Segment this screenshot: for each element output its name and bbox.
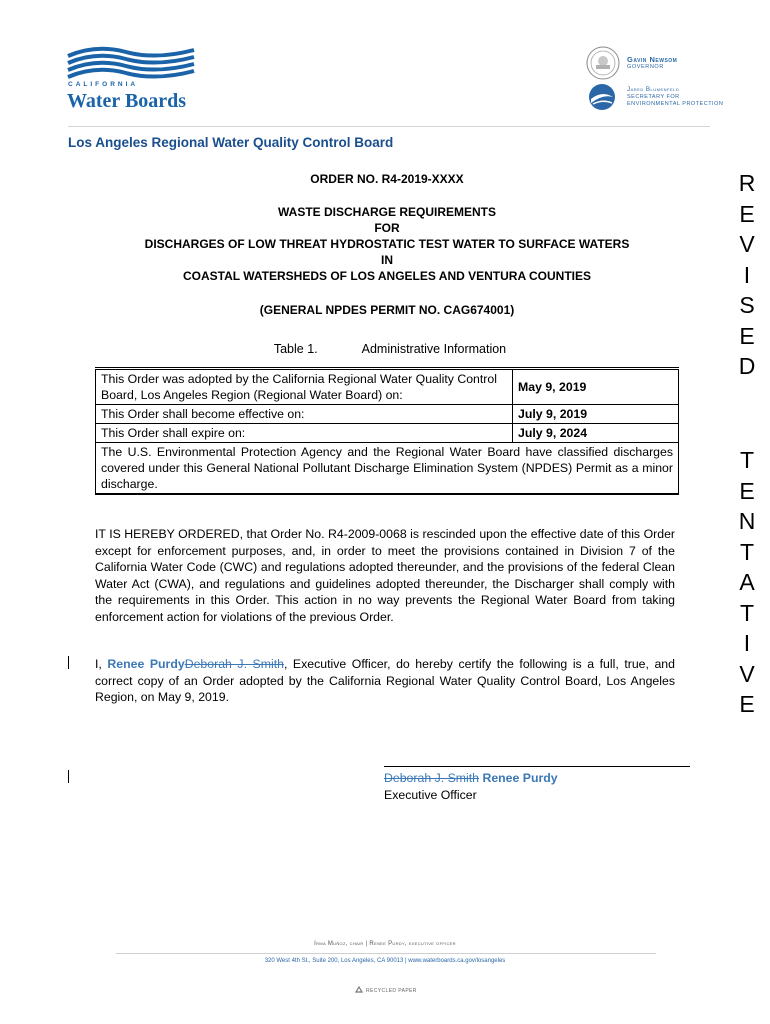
table-row bbox=[96, 405, 679, 424]
governor-name: Gavin Newsom bbox=[627, 55, 678, 64]
governor-title: GOVERNOR bbox=[627, 64, 664, 70]
signature-deleted-name: Deborah J. Smith bbox=[384, 771, 480, 785]
watermark-letter: D bbox=[738, 353, 756, 379]
signature-line bbox=[384, 766, 690, 767]
watermark-letter: T bbox=[739, 447, 755, 473]
deleted-name: Deborah J. Smith bbox=[184, 657, 284, 671]
footer-divider bbox=[116, 953, 656, 954]
certification-paragraph bbox=[95, 656, 675, 706]
watermark-letter: E bbox=[739, 691, 755, 717]
table-cell-value: July 9, 2019 bbox=[513, 405, 679, 424]
ordered-paragraph: IT IS HEREBY ORDERED, that Order No. R4-2009-0068 is rescinded upon the effective date of this Order except for enforcement purposes, and, in order to meet the provisions contained in Division 7 of the California Water Code (CWC) and regulations adopted thereunder, and the provisions of the federal Clean Water Act (CWA), and regulations and guidelines adopted thereunder, the Discharger shall comply with the requirements in this Order. This action in no way prevents the Regional Water Board from taking enforcement action for violations of the previous Order. bbox=[95, 527, 675, 624]
title-line-3: DISCHARGES OF LOW THREAT HYDROSTATIC TEST WATER TO SURFACE WATERS bbox=[144, 237, 630, 251]
table-row bbox=[96, 443, 679, 495]
table-row bbox=[96, 424, 679, 443]
table-row bbox=[96, 369, 679, 405]
title-line-4: IN bbox=[381, 253, 393, 267]
signature-title: Executive Officer bbox=[384, 788, 477, 802]
inserted-name: Renee Purdy bbox=[107, 657, 185, 671]
water-boards-logo-icon bbox=[66, 46, 196, 82]
logo-water-boards-text: Water Boards bbox=[67, 90, 187, 112]
watermark-letter: E bbox=[739, 200, 755, 227]
footer-officers: Irma Muñoz, chair | Renee Purdy, executive officer bbox=[314, 941, 456, 947]
board-name: Los Angeles Regional Water Quality Control Board bbox=[68, 135, 394, 150]
header-divider bbox=[68, 126, 710, 127]
change-bar bbox=[68, 770, 69, 783]
logo-california-text: CALIFORNIA bbox=[68, 81, 139, 88]
admin-info-table bbox=[95, 367, 679, 495]
cert-suffix: , Executive Officer, do hereby certify the following is a full, true, and correct copy of an Order adopted by the California Regional Water Quality Control Board, Los Angeles Region, on May 9, 2019. bbox=[95, 657, 675, 704]
signature-inserted-name: Renee Purdy bbox=[482, 771, 558, 785]
table-note: The U.S. Environmental Protection Agency and the Regional Water Board have classified discharges covered under this General National Pollutant Discharge Elimination System (NPDES) Permit as a minor discharge. bbox=[96, 443, 679, 495]
watermark-letter: E bbox=[739, 322, 755, 349]
watermark-letter: V bbox=[739, 660, 755, 687]
watermark-letter: I bbox=[743, 261, 751, 288]
title-line-1: WASTE DISCHARGE REQUIREMENTS bbox=[277, 205, 496, 219]
signature-name bbox=[384, 771, 558, 785]
cert-prefix: I, bbox=[95, 657, 108, 671]
table-caption-text: Administrative Information bbox=[361, 342, 507, 356]
table-caption bbox=[240, 342, 540, 356]
permit-number: (GENERAL NPDES PERMIT NO. CAG674001) bbox=[259, 303, 515, 317]
secretary-title-line-1: SECRETARY FOR bbox=[627, 94, 680, 100]
watermark-tentative bbox=[724, 445, 770, 720]
order-number: ORDER NO. R4-2019-XXXX bbox=[310, 172, 464, 186]
secretary-name: Jared Blumenfeld bbox=[627, 86, 680, 93]
table-cell-key: This Order shall expire on: bbox=[96, 424, 513, 443]
recycled-paper-text: RECYCLED PAPER bbox=[366, 988, 417, 994]
watermark-letter: R bbox=[738, 170, 756, 196]
recycle-icon bbox=[354, 986, 364, 996]
state-seal-icon bbox=[585, 45, 621, 81]
table-caption-label: Table 1. bbox=[273, 342, 318, 356]
watermark-revised bbox=[724, 168, 770, 382]
watermark-letter: E bbox=[739, 477, 755, 504]
watermark-letter: V bbox=[739, 231, 755, 257]
watermark-letter: I bbox=[743, 630, 751, 656]
change-bar bbox=[68, 656, 69, 669]
table-cell-key: This Order shall become effective on: bbox=[96, 405, 513, 424]
document-title bbox=[95, 204, 679, 284]
secretary-title-line-2: ENVIRONMENTAL PROTECTION bbox=[627, 101, 724, 107]
title-line-2: FOR bbox=[374, 221, 400, 235]
watermark-letter: T bbox=[739, 599, 755, 626]
calepa-globe-icon bbox=[585, 82, 619, 112]
watermark-letter: A bbox=[739, 569, 755, 595]
table-cell-value: May 9, 2019 bbox=[513, 369, 679, 405]
table-cell-key: This Order was adopted by the California Regional Water Quality Control Board, Los Angeles Region (Regional Water Board) on: bbox=[96, 369, 513, 405]
secretary-title bbox=[627, 94, 727, 108]
watermark-letter: T bbox=[739, 538, 755, 565]
table-cell-value: July 9, 2024 bbox=[513, 424, 679, 443]
watermark-letter: S bbox=[739, 292, 755, 318]
footer-address: 320 West 4th St., Suite 200, Los Angeles, CA 90013 | www.waterboards.ca.gov/losangeles bbox=[264, 958, 506, 964]
title-line-5: COASTAL WATERSHEDS OF LOS ANGELES AND VENTURA COUNTIES bbox=[182, 269, 592, 283]
watermark-letter: N bbox=[738, 508, 756, 534]
